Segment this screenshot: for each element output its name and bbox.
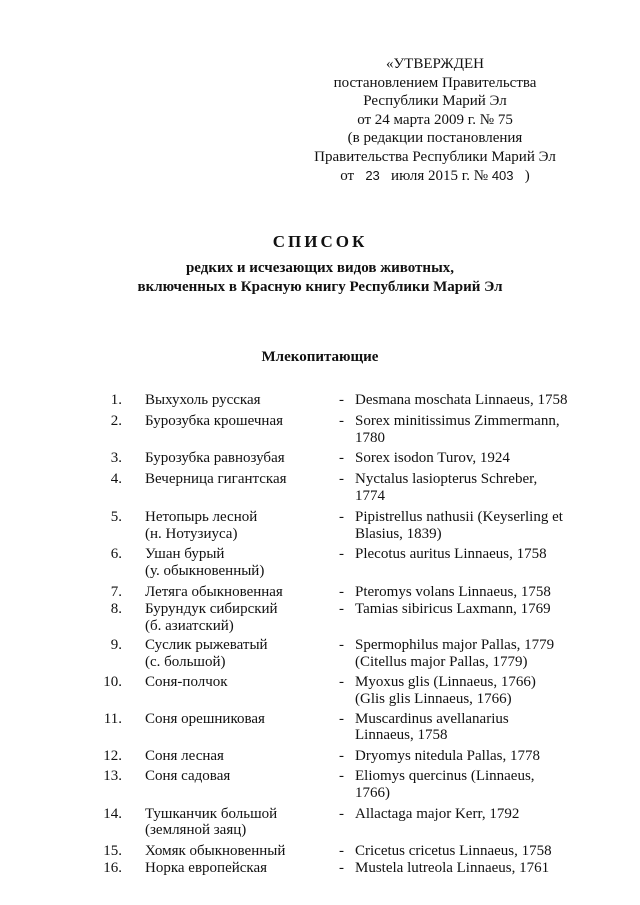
species-number: 15. xyxy=(103,843,122,860)
latin-name-line: Plecotus auritus Linnaeus, 1758 xyxy=(355,546,547,563)
russian-name-line: Вечерница гигантская xyxy=(145,471,287,488)
latin-name-line: (Glis glis Linnaeus, 1766) xyxy=(355,690,512,707)
russian-name-line: Бурундук сибирский xyxy=(145,600,278,617)
species-number: 2. xyxy=(110,412,122,429)
latin-name-line: Allactaga major Kerr, 1792 xyxy=(355,805,520,822)
species-russian-name xyxy=(145,748,325,765)
species-russian-name xyxy=(145,860,325,877)
species-russian-name xyxy=(145,471,325,488)
species-russian-name xyxy=(145,711,325,728)
russian-name-line: (земляной заяц) xyxy=(145,822,247,839)
latin-name-line: 1774 xyxy=(355,487,385,504)
russian-name-line: Тушканчик большой xyxy=(145,805,278,822)
species-number: 14. xyxy=(103,805,122,822)
russian-name-line: (б. азиатский) xyxy=(145,617,234,634)
russian-name-line: Хомяк обыкновенный xyxy=(145,843,286,860)
species-latin-name xyxy=(355,843,585,860)
species-number: 5. xyxy=(110,508,122,525)
species-dash: - xyxy=(339,412,344,429)
species-dash: - xyxy=(339,600,344,617)
latin-name-line: Cricetus cricetus Linnaeus, 1758 xyxy=(355,843,552,860)
species-dash: - xyxy=(339,843,344,860)
species-russian-name xyxy=(145,413,325,430)
species-number: 9. xyxy=(110,637,122,654)
latin-name-line: Myoxus glis (Linnaeus, 1766) xyxy=(355,674,536,690)
approval-line: (в редакции постановления xyxy=(347,130,523,147)
approval-line: постановлением Правительства xyxy=(333,74,537,91)
date-month-year: июля 2015 г. № xyxy=(391,167,489,184)
species-dash: - xyxy=(339,748,344,765)
russian-name-line: Ушан бурый xyxy=(145,546,225,563)
species-dash: - xyxy=(339,637,344,654)
latin-name-line: Sorex isodon Turov, 1924 xyxy=(355,450,510,467)
document-heading: СПИСОК xyxy=(272,232,368,251)
date-day: 23 xyxy=(365,167,380,183)
species-dash: - xyxy=(339,860,344,876)
species-number: 16. xyxy=(103,860,122,876)
subheading-line: редких и исчезающих видов животных, xyxy=(185,260,455,276)
species-latin-name xyxy=(355,601,585,618)
species-latin-name xyxy=(355,471,585,505)
date-prefix: от xyxy=(340,167,355,184)
latin-name-line: Dryomys nitedula Pallas, 1778 xyxy=(355,748,540,765)
document-number: 403 xyxy=(491,167,514,183)
section-title: Млекопитающие xyxy=(261,349,379,365)
species-number: 3. xyxy=(110,450,122,467)
species-latin-name xyxy=(355,584,585,601)
species-number: 13. xyxy=(103,768,122,784)
species-latin-name xyxy=(355,768,585,802)
species-dash: - xyxy=(339,710,344,727)
russian-name-line: Соня-полчок xyxy=(145,674,228,690)
approval-date-line xyxy=(300,167,570,186)
subheading-line: включенных в Красную книгу Республики Марий Эл xyxy=(137,279,503,295)
latin-name-line: Linnaeus, 1758 xyxy=(355,727,448,744)
species-dash: - xyxy=(339,450,344,467)
species-russian-name xyxy=(145,806,325,840)
species-russian-name xyxy=(145,601,325,635)
latin-name-line: Spermophilus major Pallas, 1779 xyxy=(355,637,555,654)
species-dash: - xyxy=(339,508,344,525)
species-russian-name xyxy=(145,584,325,601)
approval-line: Правительства Республики Марий Эл xyxy=(314,148,556,165)
russian-name-line: (н. Нотузиуса) xyxy=(145,525,238,542)
approval-line: «УТВЕРЖДЕН xyxy=(386,56,484,72)
latin-name-line: Pipistrellus nathusii (Keyserling et xyxy=(355,508,563,525)
species-latin-name xyxy=(355,546,585,563)
species-dash: - xyxy=(339,805,344,822)
russian-name-line: (у. обыкновенный) xyxy=(145,563,265,580)
approval-line: от 24 марта 2009 г. № 75 xyxy=(357,111,513,128)
species-number: 8. xyxy=(110,600,122,617)
species-russian-name xyxy=(145,843,325,860)
latin-name-line: Blasius, 1839) xyxy=(355,525,442,542)
russian-name-line: Бурозубка равнозубая xyxy=(145,450,285,467)
species-russian-name xyxy=(145,509,325,543)
species-latin-name xyxy=(355,392,585,409)
species-dash: - xyxy=(339,546,344,563)
latin-name-line: (Citellus major Pallas, 1779) xyxy=(355,654,528,671)
date-suffix: ) xyxy=(524,167,530,184)
russian-name-line: Летяга обыкновенная xyxy=(145,584,283,600)
latin-name-line: Muscardinus avellanarius xyxy=(355,710,509,727)
species-latin-name xyxy=(355,860,585,877)
russian-name-line: Соня садовая xyxy=(145,768,231,784)
species-latin-name xyxy=(355,674,585,708)
species-number: 7. xyxy=(110,584,122,600)
russian-name-line: Соня лесная xyxy=(145,748,224,765)
species-russian-name xyxy=(145,674,325,691)
russian-name-line: Бурозубка крошечная xyxy=(145,412,284,429)
species-number: 11. xyxy=(103,710,122,727)
species-russian-name xyxy=(145,637,325,671)
russian-name-line: Соня орешниковая xyxy=(145,710,265,727)
latin-name-line: 1766) xyxy=(355,784,390,801)
latin-name-line: Sorex minitissimus Zimmermann, xyxy=(355,412,560,429)
species-number: 1. xyxy=(110,392,122,408)
species-dash: - xyxy=(339,674,344,690)
approval-block xyxy=(300,55,570,185)
species-dash: - xyxy=(339,392,344,408)
species-latin-name xyxy=(355,509,585,543)
species-number: 6. xyxy=(110,546,122,563)
species-number: 12. xyxy=(103,748,122,765)
species-dash: - xyxy=(339,584,344,600)
species-latin-name xyxy=(355,413,585,447)
species-dash: - xyxy=(339,768,344,784)
russian-name-line: Нетопырь лесной xyxy=(145,508,258,525)
latin-name-line: Pteromys volans Linnaeus, 1758 xyxy=(355,584,551,600)
species-number: 4. xyxy=(110,471,122,488)
document-subheading xyxy=(0,259,640,297)
latin-name-line: Mustela lutreola Linnaeus, 1761 xyxy=(355,860,550,876)
latin-name-line: 1780 xyxy=(355,429,385,446)
latin-name-line: Tamias sibiricus Laxmann, 1769 xyxy=(355,600,551,617)
species-russian-name xyxy=(145,450,325,467)
species-russian-name xyxy=(145,546,325,580)
russian-name-line: (с. большой) xyxy=(145,654,226,671)
species-latin-name xyxy=(355,711,585,745)
russian-name-line: Выхухоль русская xyxy=(145,392,261,408)
species-russian-name xyxy=(145,392,325,409)
species-russian-name xyxy=(145,768,325,785)
species-latin-name xyxy=(355,748,585,765)
species-number: 10. xyxy=(103,674,122,690)
approval-line: Республики Марий Эл xyxy=(363,93,507,110)
russian-name-line: Норка европейская xyxy=(145,860,268,876)
species-latin-name xyxy=(355,450,585,467)
latin-name-line: Eliomys quercinus (Linnaeus, xyxy=(355,768,535,784)
russian-name-line: Суслик рыжеватый xyxy=(145,637,268,654)
latin-name-line: Desmana moschata Linnaeus, 1758 xyxy=(355,392,568,408)
latin-name-line: Nyctalus lasiopterus Schreber, xyxy=(355,471,538,488)
species-dash: - xyxy=(339,471,344,488)
species-latin-name xyxy=(355,637,585,671)
species-latin-name xyxy=(355,806,585,823)
